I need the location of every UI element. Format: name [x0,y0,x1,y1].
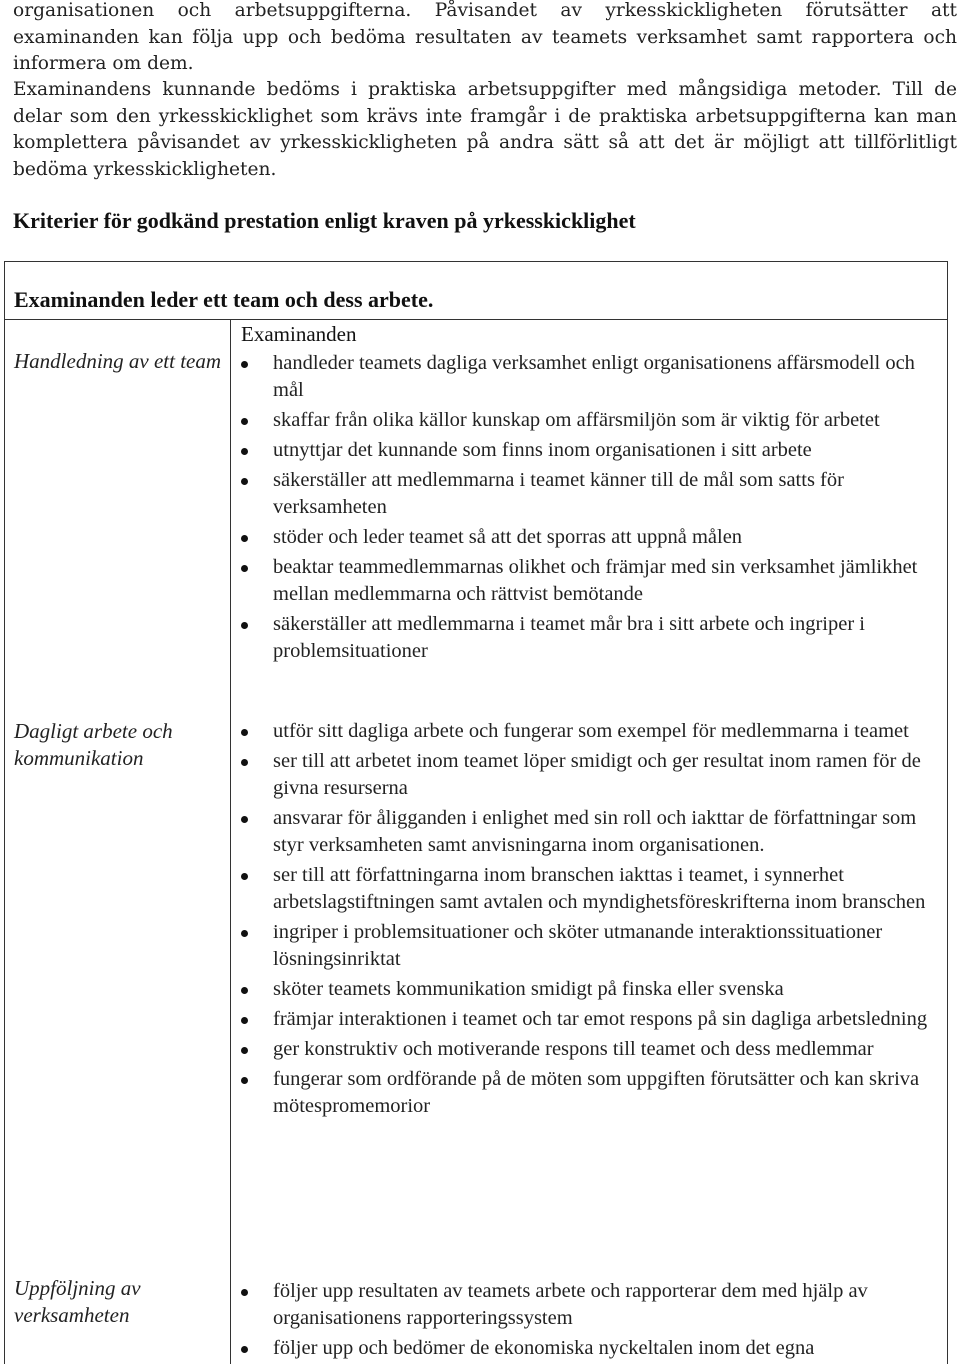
bullet-icon [241,478,248,485]
list-item-text: handleder teamets dagliga verksamhet enligt organisationens affärsmodell och mål [273,352,915,401]
list-item-text: ger konstruktiv och motiverande respons till teamet och dess medlemmar [273,1038,874,1060]
list-item [273,748,949,802]
list-item-text: skaffar från olika källor kunskap om affärsmiljön som är viktig för arbetet [273,409,880,431]
section-list-uppfoljning [273,1278,949,1365]
bullet-icon [241,1077,248,1084]
list-item [273,919,949,973]
list-item [273,1006,949,1033]
bullet-icon [241,535,248,542]
list-item-text: beaktar teammedlemmarnas olikhet och främjar med sin verksamhet jämlikhet mellan medlemmarna och rättvist bemötande [273,556,918,605]
list-item-text: ser till att arbetet inom teamet löper smidigt och ger resultat inom ramen för de givna resurserna [273,750,921,799]
bullet-icon [241,873,248,880]
list-item-text: säkerställer att medlemmarna i teamet känner till de mål som satts för verksamheten [273,469,844,518]
bullet-icon [241,1047,248,1054]
bullet-icon [241,1017,248,1024]
list-item [273,1036,949,1063]
bullet-icon [241,816,248,823]
section-label-handledning: Handledning av ett team [14,349,222,373]
bullet-icon [241,565,248,572]
list-item [273,554,949,608]
list-item [273,437,949,464]
bullet-icon [241,361,248,368]
list-item-text: ansvarar för åligganden i enlighet med sin roll och iakttar de författningar som styr verksamheten samt anvisningarna inom organisationen. [273,807,917,856]
bullet-icon [241,729,248,736]
list-item [273,467,949,521]
bullet-icon [241,930,248,937]
section-list-handledning [273,350,949,668]
list-item-text: säkerställer att medlemmarna i teamet mår bra i sitt arbete och ingriper i problemsituationer [273,613,865,662]
table-divider-vertical [230,319,231,1364]
list-item [273,718,949,745]
list-item [273,524,949,551]
list-item [273,611,949,665]
list-item-text: stöder och leder teamet så att det sporras att uppnå målen [273,526,743,548]
bullet-icon [241,622,248,629]
list-item-text: ser till att författningarna inom branschen iakttas i teamet, i synnerhet arbetslagstiftningen samt avtalen och myndighetsföreskrifterna inom branschen [273,864,926,913]
list-item [273,805,949,859]
bullet-icon [241,759,248,766]
section-list-dagligt-arbete [273,718,949,1123]
list-item-text: ingriper i problemsituationer och sköter utmanande interaktionssituationer lösningsinriktat [273,921,883,970]
criteria-heading: Kriterier för godkänd prestation enligt kraven på yrkesskicklighet [13,208,636,233]
list-item-text: sköter teamets kommunikation smidigt på finska eller svenska [273,978,784,1000]
bullet-icon [241,1346,248,1353]
list-item [273,862,949,916]
intro-paragraph-1: organisationen och arbetsuppgifterna. Påvisandet av yrkesskickligheten förutsätter att examinanden kan följa upp och bedöma resultaten av teamets verksamhet samt rapportera och informera om dem. [13,0,957,74]
section-label-uppfoljning: Uppföljning av verksamheten [14,1276,141,1327]
list-item-text: fungerar som ordförande på de möten som uppgiften förutsätter och kan skriva mötespromemorior [273,1068,920,1117]
bullet-icon [241,987,248,994]
table-divider-horizontal [5,319,947,320]
list-item [273,350,949,404]
list-item-text: följer upp resultaten av teamets arbete och rapporterar dem med hjälp av organisationens rapporteringssystem [273,1280,868,1329]
list-item-text: följer upp och bedömer de ekonomiska nyckeltalen inom det egna [273,1337,815,1359]
criteria-table [4,261,948,1364]
list-item [273,1335,949,1362]
bullet-icon [241,448,248,455]
list-item-text: främjar interaktionen i teamet och tar emot respons på sin dagliga arbetsledning [273,1008,928,1030]
column-header: Examinanden [241,322,357,346]
list-item [273,407,949,434]
list-item [273,976,949,1003]
list-item [273,1278,949,1332]
table-title: Examinanden leder ett team och dess arbete. [14,287,434,312]
list-item-text: utnyttjar det kunnande som finns inom organisationen i sitt arbete [273,439,812,461]
intro-paragraph-2: Examinandens kunnande bedöms i praktiska arbetsuppgifter med mångsidiga metoder. Till de delar som den yrkesskicklighet som krävs inte framgår i de praktiska arbetsuppgifterna kan man komplettera påvisandet av yrkesskickligheten på andra sätt så att det är möjligt att tillförlitligt bedöma yrkesskickligheten. [13,79,957,180]
bullet-icon [241,418,248,425]
section-label-dagligt-arbete: Dagligt arbete och kommunikation [14,719,173,770]
list-item [273,1066,949,1120]
bullet-icon [241,1289,248,1296]
list-item-text: utför sitt dagliga arbete och fungerar som exempel för medlemmarna i teamet [273,720,909,742]
